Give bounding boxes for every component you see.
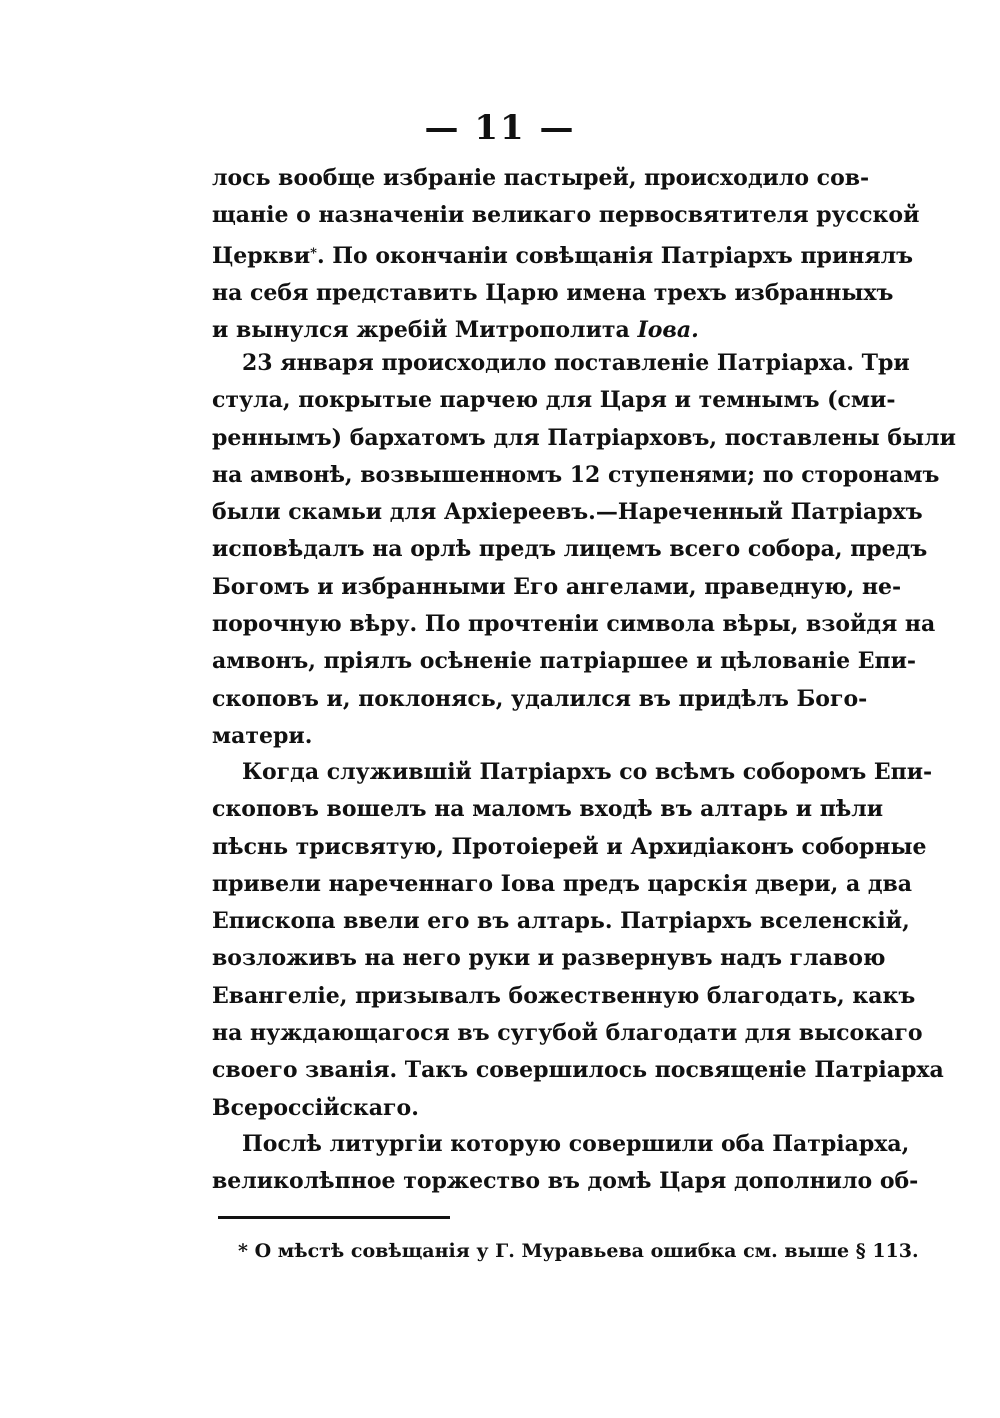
- footnote-divider: [218, 1216, 450, 1219]
- text-line: своего званія. Такъ совершилось посвященіе Патріарха: [212, 1057, 944, 1084]
- text-line: исповѣдалъ на орлѣ предъ лицемъ всего собора, предъ: [212, 536, 928, 563]
- footnote-reference: *: [310, 245, 317, 261]
- text-line: пѣснь трисвятую, Протоіерей и Архидіаконъ соборные: [212, 833, 927, 860]
- text-line: скоповъ вошелъ на маломъ входѣ въ алтарь и пѣли: [212, 796, 884, 823]
- page-number: — 11 —: [424, 108, 576, 148]
- footnote-text: О мѣстѣ совѣщанія у Г. Муравьева ошибка см. выше § 113.: [254, 1240, 919, 1262]
- text-line: стула, покрытые парчею для Царя и темнымъ (сми-: [212, 387, 896, 414]
- text-line: великолѣпное торжество въ домѣ Царя дополнило об-: [212, 1168, 919, 1195]
- text-line: щаніе о назначеніи великаго первосвятителя русской: [212, 202, 920, 229]
- text-line: порочную вѣру. По прочтеніи символа вѣры, взойдя на: [212, 611, 936, 638]
- paragraph-enthronement: [212, 345, 956, 755]
- text-line: Послѣ литургіи которую совершили оба Патріарха,: [242, 1131, 910, 1157]
- text-segment: . По окончаніи совѣщанія Патріархъ принялъ: [316, 242, 914, 269]
- text-line: Всероссійскаго.: [212, 1094, 419, 1121]
- footnote-marker: *: [238, 1240, 248, 1262]
- footnote: [238, 1240, 919, 1262]
- text-line: Богомъ и избранными Его ангелами, праведную, не-: [212, 573, 902, 600]
- text-line: на амвонѣ, возвышенномъ 12 ступенями; по сторонамъ: [212, 461, 940, 488]
- text-line: Когда служившій Патріархъ со всѣмъ соборомъ Епи-: [242, 759, 933, 785]
- paragraph-continuation: [212, 160, 920, 349]
- text-line: были скамьи для Архіереевъ.—Нареченный Патріархъ: [212, 499, 923, 526]
- text-line: Евангеліе, призывалъ божественную благодать, какъ: [212, 982, 916, 1009]
- text-line: матери.: [212, 722, 313, 749]
- text-segment: и вынулся жребій Митрополита: [212, 317, 630, 344]
- text-line: на себя представить Царю имена трехъ избранныхъ: [212, 279, 894, 306]
- text-line: возложивъ на него руки и развернувъ надъ главою: [212, 945, 886, 972]
- text-line: Епископа ввели его въ алтарь. Патріархъ вселенскій,: [212, 908, 910, 935]
- text-line: на нуждающагося въ сугубой благодати для высокаго: [212, 1020, 923, 1047]
- text-line: реннымъ) бархатомъ для Патріарховъ, поставлены были: [212, 424, 956, 451]
- text-line: лось вообще избраніе пастырей, происходило сов-: [212, 165, 870, 191]
- paragraph-consecration: [212, 754, 944, 1127]
- italic-name: Іова.: [637, 317, 699, 344]
- text-line: [212, 312, 824, 349]
- text-line-with-footnote-ref: [212, 235, 914, 275]
- text-line: скоповъ и, поклонясь, удалился въ придѣлъ Бого-: [212, 685, 868, 712]
- paragraph-after-liturgy: [212, 1126, 919, 1201]
- text-line: 23 января происходило поставленіе Патріарха. Три: [242, 350, 910, 376]
- text-line: привели нареченнаго Іова предъ царскія двери, а два: [212, 870, 913, 897]
- text-line: амвонъ, пріялъ осѣненіе патріаршее и цѣлованіе Епи-: [212, 648, 917, 675]
- text-segment: Церкви: [212, 242, 311, 269]
